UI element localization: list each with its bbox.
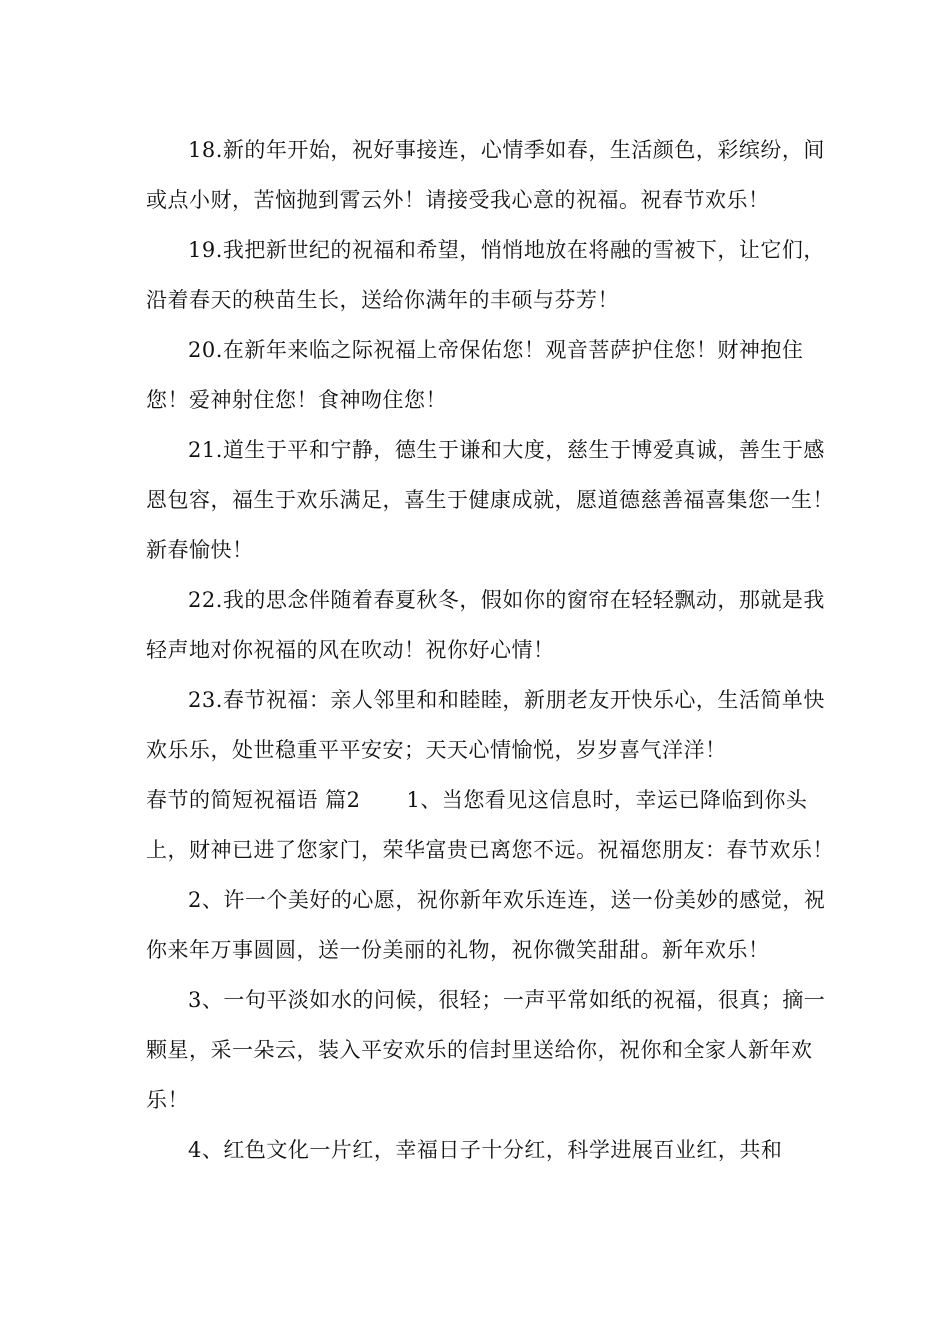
section-first-item: 1、当您看见这信息时，幸运已降临到你头上，财神已进了您家门，荣华富贵已离您不远。祝福您朋友：春节欢乐！ (146, 788, 834, 862)
paragraph-20: 20.在新年来临之际祝福上帝保佑您！观音菩萨护住您！财神抱住您！爱神射住您！食神吻住您！ (146, 338, 804, 412)
paragraph-22: 22.我的思念伴随着春夏秋冬，假如你的窗帘在轻轻飘动，那就是我轻声地对你祝福的风在吹动！祝你好心情！ (146, 588, 825, 662)
paragraph-19: 19.我把新世纪的祝福和希望，悄悄地放在将融的雪被下，让它们，沿着春天的秧苗生长，送给你满年的丰硕与芬芳！ (146, 238, 825, 312)
paragraph-18: 18.新的年开始，祝好事接连，心情季如春，生活颜色，彩缤纷，间或点小财，苦恼抛到霄云外！请接受我心意的祝福。祝春节欢乐！ (146, 138, 825, 212)
item-2: 2、许一个美好的心愿，祝你新年欢乐连连，送一份美妙的感觉，祝你来年万事圆圆，送一份美丽的礼物，祝你微笑甜甜。新年欢乐！ (146, 888, 826, 962)
paragraph-23: 23.春节祝福：亲人邻里和和睦睦，新朋老友开快乐心，生活简单快欢乐乐，处世稳重平平安安；天天心情愉悦，岁岁喜气洋洋！ (146, 688, 825, 762)
section-paragraph (146, 775, 836, 875)
section-title: 春节的简短祝福语 篇2 (146, 788, 361, 812)
item-3: 3、一句平淡如水的问候，很轻；一声平常如纸的祝福，很真；摘一颗星，采一朵云，装入平安欢乐的信封里送给你，祝你和全家人新年欢乐！ (146, 988, 826, 1112)
paragraph-21: 21.道生于平和宁静，德生于谦和大度，慈生于博爱真诚，善生于感恩包容，福生于欢乐满足，喜生于健康成就，愿道德慈善福喜集您一生！新春愉快！ (146, 438, 834, 562)
document-body (146, 125, 836, 1175)
item-4: 4、红色文化一片红，幸福日子十分红，科学进展百业红，共和 (188, 1138, 783, 1162)
